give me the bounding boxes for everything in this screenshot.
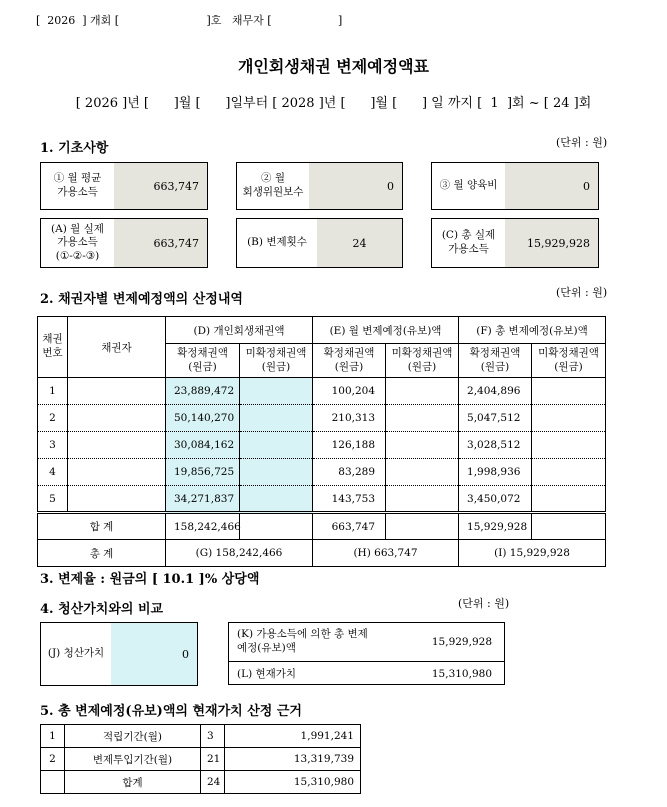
repay-count-box bbox=[236, 218, 403, 268]
k-value: 15,929,928 bbox=[431, 636, 492, 648]
table-row bbox=[41, 771, 361, 794]
sum-e: 663,747 bbox=[313, 513, 386, 540]
sum-e-unfixed bbox=[386, 513, 459, 540]
row-f-unfixed bbox=[532, 405, 606, 432]
row-e-fixed: 143,753 bbox=[313, 486, 386, 513]
row-value: 15,310,980 bbox=[225, 771, 361, 794]
row-e-unfixed bbox=[386, 459, 459, 486]
box-value: 15,929,928 bbox=[505, 219, 598, 267]
total-row bbox=[38, 540, 606, 567]
row-e-fixed: 210,313 bbox=[313, 405, 386, 432]
table-row bbox=[38, 432, 606, 459]
box-value: 0 bbox=[111, 623, 197, 685]
total-i: (I) 15,929,928 bbox=[459, 540, 606, 567]
row-f-fixed: 3,028,512 bbox=[459, 432, 532, 459]
box-value: 663,747 bbox=[114, 163, 207, 209]
row-e-unfixed bbox=[386, 405, 459, 432]
col-header-unfixed: 미확정채권액 (원금) bbox=[386, 344, 459, 378]
row-no bbox=[41, 771, 65, 794]
row-f-fixed: 2,404,896 bbox=[459, 378, 532, 405]
row-d-unfixed bbox=[240, 486, 313, 513]
l-row bbox=[229, 662, 504, 686]
trustee-fee-box bbox=[236, 162, 403, 210]
row-d-unfixed bbox=[240, 378, 313, 405]
box-label: ③ 월 양육비 bbox=[439, 179, 498, 192]
table-row bbox=[41, 725, 361, 748]
total-income-box bbox=[431, 218, 599, 268]
l-value: 15,310,980 bbox=[431, 668, 492, 680]
creditor-table bbox=[37, 316, 606, 567]
row-d-fixed: 30,084,162 bbox=[166, 432, 240, 459]
col-header-no: 채권 번호 bbox=[38, 317, 68, 378]
col-header-d: (D) 개인회생채권액 bbox=[166, 317, 313, 344]
row-months: 24 bbox=[201, 771, 225, 794]
box-value: 663,747 bbox=[114, 219, 207, 267]
sum-d-unfixed bbox=[240, 513, 313, 540]
col-header-fixed: 확정채권액 (원금) bbox=[459, 344, 532, 378]
row-no: 5 bbox=[38, 486, 68, 513]
row-d-unfixed bbox=[240, 459, 313, 486]
col-header-unfixed: 미확정채권액 (원금) bbox=[240, 344, 313, 378]
box-value: 0 bbox=[309, 163, 402, 209]
row-label: 합계 bbox=[65, 771, 201, 794]
sum-f-unfixed bbox=[532, 513, 606, 540]
section-2-title: 2. 채권자별 변제예정액의 산정내역 bbox=[40, 292, 243, 307]
avg-monthly-income-box bbox=[40, 162, 208, 210]
col-header-f: (F) 총 변제예정(유보)액 bbox=[459, 317, 606, 344]
total-g: (G) 158,242,466 bbox=[166, 540, 313, 567]
row-months: 3 bbox=[201, 725, 225, 748]
row-no: 1 bbox=[38, 378, 68, 405]
row-d-fixed: 50,140,270 bbox=[166, 405, 240, 432]
row-e-fixed: 100,204 bbox=[313, 378, 386, 405]
row-f-unfixed bbox=[532, 378, 606, 405]
comparison-box bbox=[228, 622, 505, 685]
row-e-unfixed bbox=[386, 432, 459, 459]
row-d-fixed: 34,271,837 bbox=[166, 486, 240, 513]
row-label: 적립기간(월) bbox=[65, 725, 201, 748]
page-title: 개인회생채권 변제예정액표 bbox=[237, 57, 430, 76]
box-label: ① 월 평균 가용소득 bbox=[53, 172, 102, 198]
row-e-fixed: 126,188 bbox=[313, 432, 386, 459]
row-creditor bbox=[68, 486, 166, 513]
row-f-fixed: 3,450,072 bbox=[459, 486, 532, 513]
row-e-fixed: 83,289 bbox=[313, 459, 386, 486]
col-header-e: (E) 월 변제예정(유보)액 bbox=[313, 317, 459, 344]
row-f-unfixed bbox=[532, 432, 606, 459]
actual-income-box bbox=[40, 218, 208, 268]
repayment-period: [ 2026 ]년 [ ]월 [ ]일부터 [ 2028 ]년 [ ]월 [ ] 일 까지 [ 1 ]회 ~ [ 24 ]회 bbox=[75, 96, 592, 111]
table-row bbox=[38, 405, 606, 432]
row-e-unfixed bbox=[386, 378, 459, 405]
row-f-fixed: 5,047,512 bbox=[459, 405, 532, 432]
section-5-title: 5. 총 변제예정(유보)액의 현재가치 산정 근거 bbox=[40, 704, 302, 719]
table-row bbox=[38, 459, 606, 486]
row-f-unfixed bbox=[532, 486, 606, 513]
col-header-fixed: 확정채권액 (원금) bbox=[166, 344, 240, 378]
row-f-unfixed bbox=[532, 459, 606, 486]
table-row bbox=[38, 486, 606, 513]
row-no: 2 bbox=[41, 748, 65, 771]
present-value-table bbox=[40, 724, 361, 794]
total-label: 총 계 bbox=[38, 540, 166, 567]
liquidation-value-box bbox=[40, 622, 198, 686]
section-4-title: 4. 청산가치와의 비교 bbox=[40, 602, 164, 617]
row-value: 1,991,241 bbox=[225, 725, 361, 748]
case-header: [ 2026 ] 개회 [ ]호 채무자 [ ] bbox=[36, 14, 343, 27]
k-label: (K) 가용소득에 의한 총 변제 예정(유보)액 bbox=[237, 628, 368, 655]
box-label: (A) 월 실제 가용소득 (①-②-③) bbox=[51, 222, 104, 262]
k-row bbox=[229, 623, 504, 662]
section-1-unit: (단위 : 원) bbox=[556, 136, 608, 149]
l-label: (L) 현재가치 bbox=[237, 668, 297, 680]
table-row bbox=[38, 378, 606, 405]
row-d-unfixed bbox=[240, 405, 313, 432]
row-no: 2 bbox=[38, 405, 68, 432]
row-d-fixed: 23,889,472 bbox=[166, 378, 240, 405]
section-3-title: 3. 변제율 : 원금의 [ 10.1 ]% 상당액 bbox=[40, 572, 260, 587]
row-no: 3 bbox=[38, 432, 68, 459]
row-f-fixed: 1,998,936 bbox=[459, 459, 532, 486]
col-header-unfixed: 미확정채권액 (원금) bbox=[532, 344, 606, 378]
sum-f: 15,929,928 bbox=[459, 513, 532, 540]
total-h: (H) 663,747 bbox=[313, 540, 459, 567]
row-label: 변제투입기간(월) bbox=[65, 748, 201, 771]
box-label: ② 월 회생위원보수 bbox=[242, 172, 304, 198]
section-4-unit: (단위 : 원) bbox=[458, 597, 510, 610]
child-support-box bbox=[431, 162, 599, 210]
row-months: 21 bbox=[201, 748, 225, 771]
row-value: 13,319,739 bbox=[225, 748, 361, 771]
row-e-unfixed bbox=[386, 486, 459, 513]
row-creditor bbox=[68, 459, 166, 486]
section-1-title: 1. 기초사항 bbox=[40, 141, 109, 156]
row-no: 1 bbox=[41, 725, 65, 748]
row-d-unfixed bbox=[240, 432, 313, 459]
row-creditor bbox=[68, 432, 166, 459]
row-creditor bbox=[68, 405, 166, 432]
sum-label: 합 계 bbox=[38, 513, 166, 540]
col-header-fixed: 확정채권액 (원금) bbox=[313, 344, 386, 378]
row-no: 4 bbox=[38, 459, 68, 486]
row-creditor bbox=[68, 378, 166, 405]
box-label: (C) 총 실제 가용소득 bbox=[441, 229, 496, 255]
section-2-unit: (단위 : 원) bbox=[556, 286, 608, 299]
sum-d: 158,242,466 bbox=[166, 513, 240, 540]
box-value: 24 bbox=[317, 219, 402, 267]
table-row bbox=[41, 748, 361, 771]
sum-row bbox=[38, 513, 606, 540]
box-label: (B) 변제횟수 bbox=[247, 236, 307, 249]
col-header-creditor: 채권자 bbox=[68, 317, 166, 378]
row-d-fixed: 19,856,725 bbox=[166, 459, 240, 486]
box-label: (J) 청산가치 bbox=[47, 647, 105, 660]
box-value: 0 bbox=[505, 163, 598, 209]
